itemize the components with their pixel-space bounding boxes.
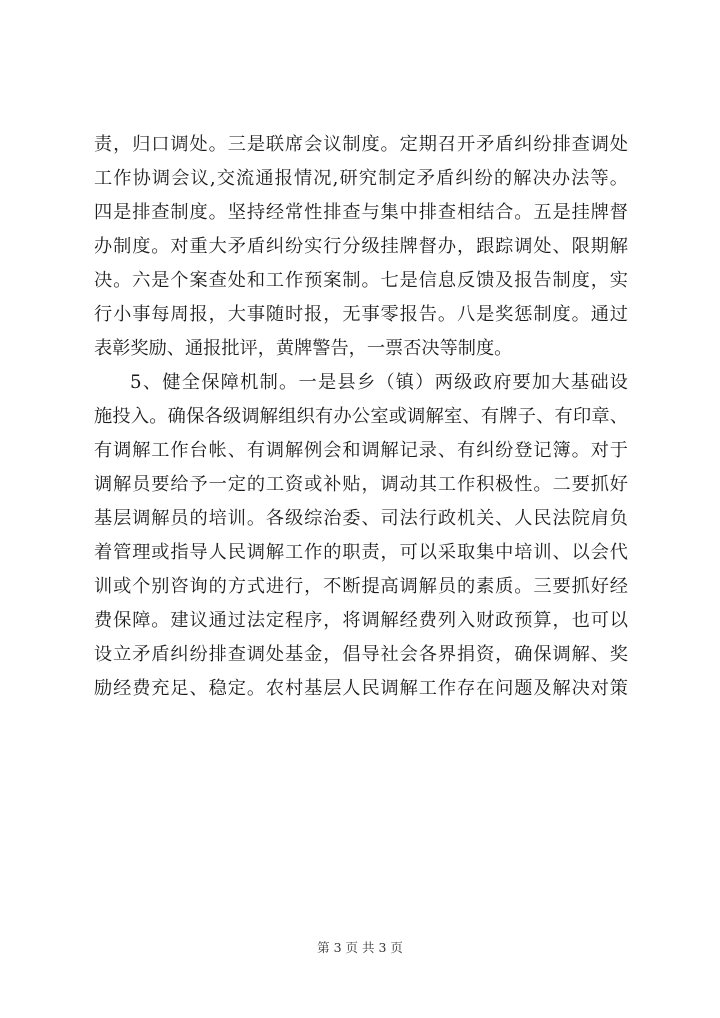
body-text [94, 128, 628, 706]
text-line: 训或个别咨询的方式进行，不断提高调解员的素质。三要抓好经 [94, 576, 628, 597]
text-line: 有调解工作台帐、有调解例会和调解记录、有纠纷登记簿。对于 [94, 440, 628, 461]
text-line-paragraph-end: 表彰奖励、通报批评，黄牌警告，一票否决等制度。 [94, 338, 513, 359]
text-line: 调解员要给予一定的工资或补贴，调动其工作积极性。二要抓好 [94, 474, 628, 495]
text-line: 决。六是个案查处和工作预案制。七是信息反馈及报告制度，实 [94, 270, 628, 291]
text-line: 四是排查制度。坚持经常性排查与集中排查相结合。五是挂牌督 [94, 202, 628, 223]
text-line: 施投入。确保各级调解组织有办公室或调解室、有牌子、有印章、 [94, 406, 628, 427]
text-line: 办制度。对重大矛盾纠纷实行分级挂牌督办，跟踪调处、限期解 [94, 236, 628, 257]
text-line: 励经费充足、稳定。农村基层人民调解工作存在问题及解决对策 [94, 678, 628, 699]
page-number-footer: 第 3 页 共 3 页 [317, 940, 403, 955]
text-line: 行小事每周报，大事随时报，无事零报告。八是奖惩制度。通过 [94, 304, 628, 325]
text-line: 设立矛盾纠纷排查调处基金，倡导社会各界捐资，确保调解、奖 [94, 644, 628, 665]
text-line: 工作协调会议,交流通报情况,研究制定矛盾纠纷的解决办法等。 [94, 168, 628, 189]
text-line: 费保障。建议通过法定程序，将调解经费列入财政预算，也可以 [94, 610, 628, 631]
text-line-paragraph-start: 5、健全保障机制。一是县乡（镇）两级政府要加大基础设 [130, 372, 628, 393]
text-line: 着管理或指导人民调解工作的职责，可以采取集中培训、以会代 [94, 542, 628, 563]
text-line: 基层调解员的培训。各级综治委、司法行政机关、人民法院肩负 [94, 508, 628, 529]
text-line: 责，归口调处。三是联席会议制度。定期召开矛盾纠纷排查调处 [94, 134, 628, 155]
